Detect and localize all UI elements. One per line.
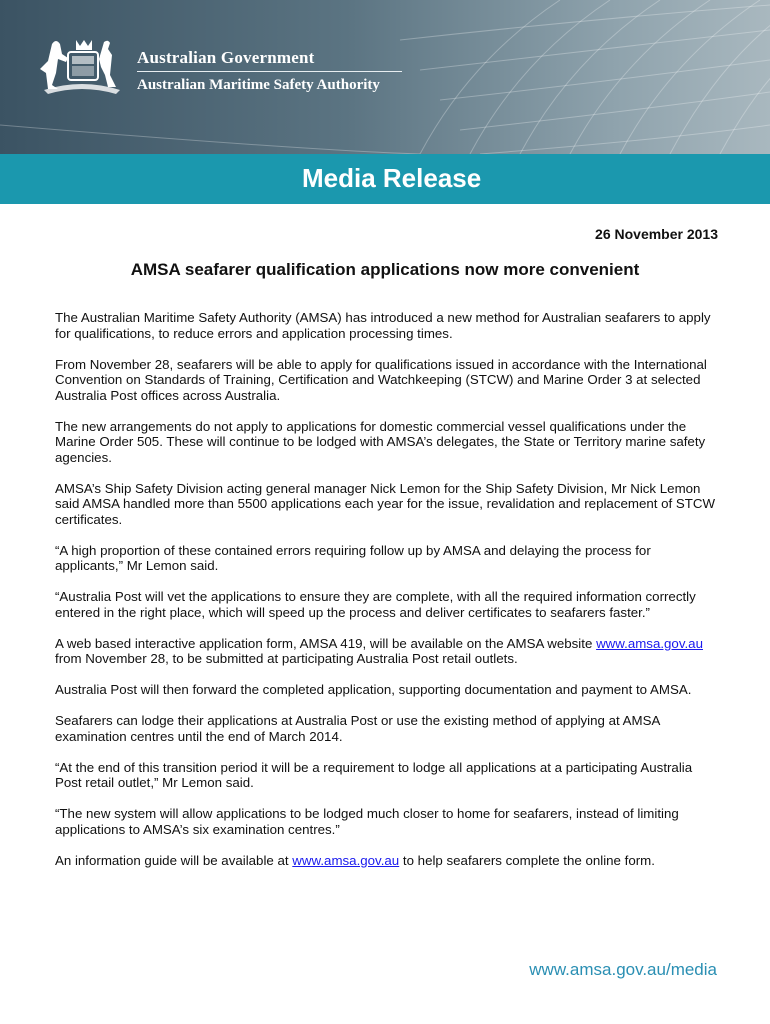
paragraph: “The new system will allow applications to be lodged much closer to home for seafarers, instead of limiting applications to AMSA’s six examination centres.” <box>55 806 679 837</box>
government-title: Australian Government <box>137 48 315 67</box>
release-date: 26 November 2013 <box>595 226 718 242</box>
header-banner <box>0 0 770 154</box>
paragraph: From November 28, seafarers will be able to apply for qualifications issued in accordance with the International Convention on Standards of Training, Certification and Watchkeeping (STCW) and Marine Order 3 at selected Australia Post offices across Australia. <box>55 356 707 403</box>
amsa-guide-link[interactable]: www.amsa.gov.au <box>292 852 400 868</box>
paragraph: “Australia Post will vet the applications to ensure they are complete, with all the required information correctly entered in the right place, which will speed up the process and deliver certificates to seafarers faster.” <box>55 589 696 620</box>
paragraph: AMSA’s Ship Safety Division acting general manager Nick Lemon for the Ship Safety Division, Mr Nick Lemon said AMSA handled more than 5500 applications each year for the issue, revalidation and replacement of STCW certificates. <box>55 480 716 527</box>
text: An information guide will be available at <box>55 852 293 868</box>
paragraph: Seafarers can lodge their applications at Australia Post or use the existing method of applying at AMSA examination centres until the end of March 2014. <box>55 713 660 744</box>
paragraph: The new arrangements do not apply to applications for domestic commercial vessel qualifications under the Marine Order 505. These will continue to be lodged with AMSA’s delegates, the State or Territory marine safety agencies. <box>55 418 706 465</box>
media-release-title: Media Release <box>302 163 482 193</box>
header-divider <box>137 71 402 72</box>
footer-media-url[interactable]: www.amsa.gov.au/media <box>529 960 717 979</box>
text: from November 28, to be submitted at participating Australia Post retail outlets. <box>55 651 518 666</box>
paragraph-web-form <box>55 636 720 667</box>
paragraph: Australia Post will then forward the completed application, supporting documentation and payment to AMSA. <box>55 682 692 697</box>
paragraph: “At the end of this transition period it will be a requirement to lodge all applications at a participating Australia Post retail outlet,” Mr Lemon said. <box>55 759 693 790</box>
text: A web based interactive application form, AMSA 419, will be available on the AMSA website <box>55 635 597 651</box>
amsa-website-link[interactable]: www.amsa.gov.au <box>596 635 703 651</box>
agency-title: Australian Maritime Safety Authority <box>137 77 380 93</box>
coat-of-arms-icon <box>34 32 130 98</box>
headline: AMSA seafarer qualification applications now more convenient <box>130 260 640 279</box>
paragraph: “A high proportion of these contained errors requiring follow up by AMSA and delaying the process for applicants,” Mr Lemon said. <box>55 542 651 573</box>
paragraph-guide <box>55 853 720 869</box>
article-body <box>55 310 720 884</box>
paragraph: The Australian Maritime Safety Authority (AMSA) has introduced a new method for Australian seafarers to apply for qualifications, to reduce errors and application processing times. <box>55 310 711 341</box>
text: to help seafarers complete the online form. <box>399 852 655 868</box>
